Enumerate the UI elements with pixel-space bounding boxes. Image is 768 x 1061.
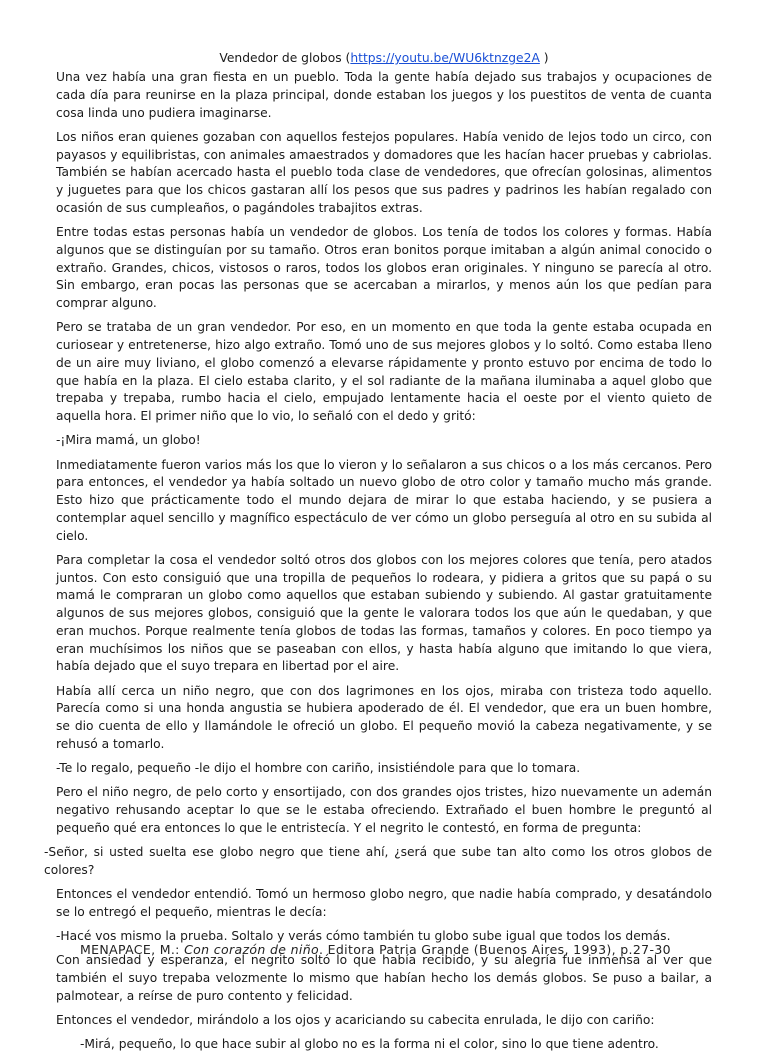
citation-publisher: . Editora Patria Grande (Buenos Aires, 1993), p.27-30 — [319, 942, 671, 957]
paragraph: Pero el niño negro, de pelo corto y ensortijado, con dos grandes ojos tristes, hizo nuevamente un ademán negativo rehusando aceptar lo que se le estaba ofreciendo. Extrañado el buen hombre le preguntó al pequeño qué era entonces lo que le entristecía. Y el negrito le contestó, en forma de pregunta: — [56, 785, 712, 835]
citation-author: MENAPACE, M.: — [80, 942, 185, 957]
paragraph: Entonces el vendedor entendió. Tomó un hermoso globo negro, que nadie había comprado, y desatándolo se lo entregó el pequeño, mientras le decía: — [56, 887, 712, 919]
title-text: Vendedor de globos ( — [219, 51, 351, 65]
dialogue-line: -¡Mira mamá, un globo! — [56, 433, 201, 448]
closing-line: -Mirá, pequeño, lo que hace subir al globo no es la forma ni el color, sino lo que tiene adentro. — [80, 1037, 659, 1052]
document-title — [0, 50, 768, 67]
paragraph: Una vez había una gran fiesta en un pueblo. Toda la gente había dejado sus trabajos y ocupaciones de cada día para reunirse en la plaza principal, donde estaban los juegos y los puestitos de venta de cuanta cosa linda uno pudiera imaginarse. — [56, 70, 712, 120]
youtube-link[interactable]: https://youtu.be/WU6ktnzge2A — [350, 51, 540, 65]
dialogue-line: -Señor, si usted suelta ese globo negro que tiene ahí, ¿será que sube tan alto como los otros globos de colores? — [44, 845, 712, 877]
paragraph: Para completar la cosa el vendedor soltó otros dos globos con los mejores colores que tenía, pero atados juntos. Con esto consiguió que una tropilla de pequeños lo rodeara, y pidiera a gritos que su papá o su mamá le compraran un globo como aquellos que estaban subiendo y subiendo. Al gastar gratuitamente algunos de sus mejores globos, consiguió que la gente le valorara todos los que aún le quedaban, y que eran muchos. Porque realmente tenía globos de todas las formas, tamaños y colores. En poco tiempo ya eran muchísimos los niños que se paseaban con ellos, y hasta había alguno que imitando lo que viera, había dejado que el suyo trepara en libertad por el aire. — [56, 552, 712, 674]
paragraph: Había allí cerca un niño negro, que con dos lagrimones en los ojos, miraba con tristeza todo aquello. Parecía como si una honda angustia se hubiera apoderado de él. El vendedor, que era un buen hombre, se dio cuenta de ello y llamándole le ofreció un globo. El pequeño movió la cabeza negativamente, y se rehusó a tomarlo. — [56, 683, 712, 751]
paragraph: Inmediatamente fueron varios más los que lo vieron y lo señalaron a sus chicos o a los más cercanos. Pero para entonces, el vendedor ya había soltado un nuevo globo de otro color y tamaño mucho más grande. Esto hizo que prácticamente todo el mundo dejara de mirar lo que estaba haciendo, y se pusiera a contemplar aquel sencillo y magnífico espectáculo de ver cómo un globo perseguía al otro en su subida al cielo. — [56, 457, 712, 543]
paragraph: Pero se trataba de un gran vendedor. Por eso, en un momento en que toda la gente estaba ocupada en curiosear y entretenerse, hizo algo extraño. Tomó uno de sus mejores globos y lo soltó. Como estaba lleno de un aire muy liviano, el globo comenzó a elevarse rápidamente y pronto estuvo por encima de todo lo que había en la plaza. El cielo estaba clarito, y el sol radiante de la mañana iluminaba a aquel globo que trepaba y trepaba, rumbo hacia el cielo, empujado lentamente hacia el oeste por el viento quieto de aquella hora. El primer niño que lo vio, lo señaló con el dedo y gritó: — [56, 320, 712, 423]
citation — [80, 941, 740, 959]
citation-book: Con corazón de niño — [184, 942, 319, 957]
paragraph: Con ansiedad y esperanza, el negrito soltó lo que había recibido, y su alegría fue inmensa al ver que también el suyo trepaba velozmente lo mismo que habían hecho los demás globos. Se puso a bailar, a palmotear, a reírse de puro contento y felicidad. — [56, 953, 712, 1003]
paragraph: Los niños eran quienes gozaban con aquellos festejos populares. Había venido de lejos todo un circo, con payasos y equilibristas, con animales amaestrados y domadores que les hacían hacer pruebas y cabriolas. También se habían acercado hasta el pueblo toda clase de vendedores, que ofrecían golosinas, alimentos y juguetes para que los chicos gastaran allí los pesos que sus padres y padrinos les habían regalado con ocasión de sus cumpleaños, o pagándoles trabajitos extras. — [56, 129, 712, 215]
paragraph: Entonces el vendedor, mirándolo a los ojos y acariciando su cabecita enrulada, le dijo con cariño: — [56, 1013, 655, 1027]
dialogue-line: -Hacé vos mismo la prueba. Soltalo y verás cómo también tu globo sube igual que todos los demás. — [56, 929, 671, 943]
dialogue-line: -Te lo regalo, pequeño -le dijo el hombre con cariño, insistiéndole para que lo tomara. — [56, 761, 581, 775]
story-body — [44, 69, 712, 1061]
paragraph: Entre todas estas personas había un vendedor de globos. Los tenía de todos los colores y formas. Había algunos que se distinguían por su tamaño. Otros eran bonitos porque imitaban a algún animal conocido o extraño. Grandes, chicos, vistosos o raros, todos los globos eran originales. Y ninguno se parecía al otro. Sin embargo, eran pocas las personas que se acercaban a mirarlos, y menos aún los que pedían para comprar alguno. — [56, 225, 712, 310]
title-close: ) — [539, 51, 549, 65]
